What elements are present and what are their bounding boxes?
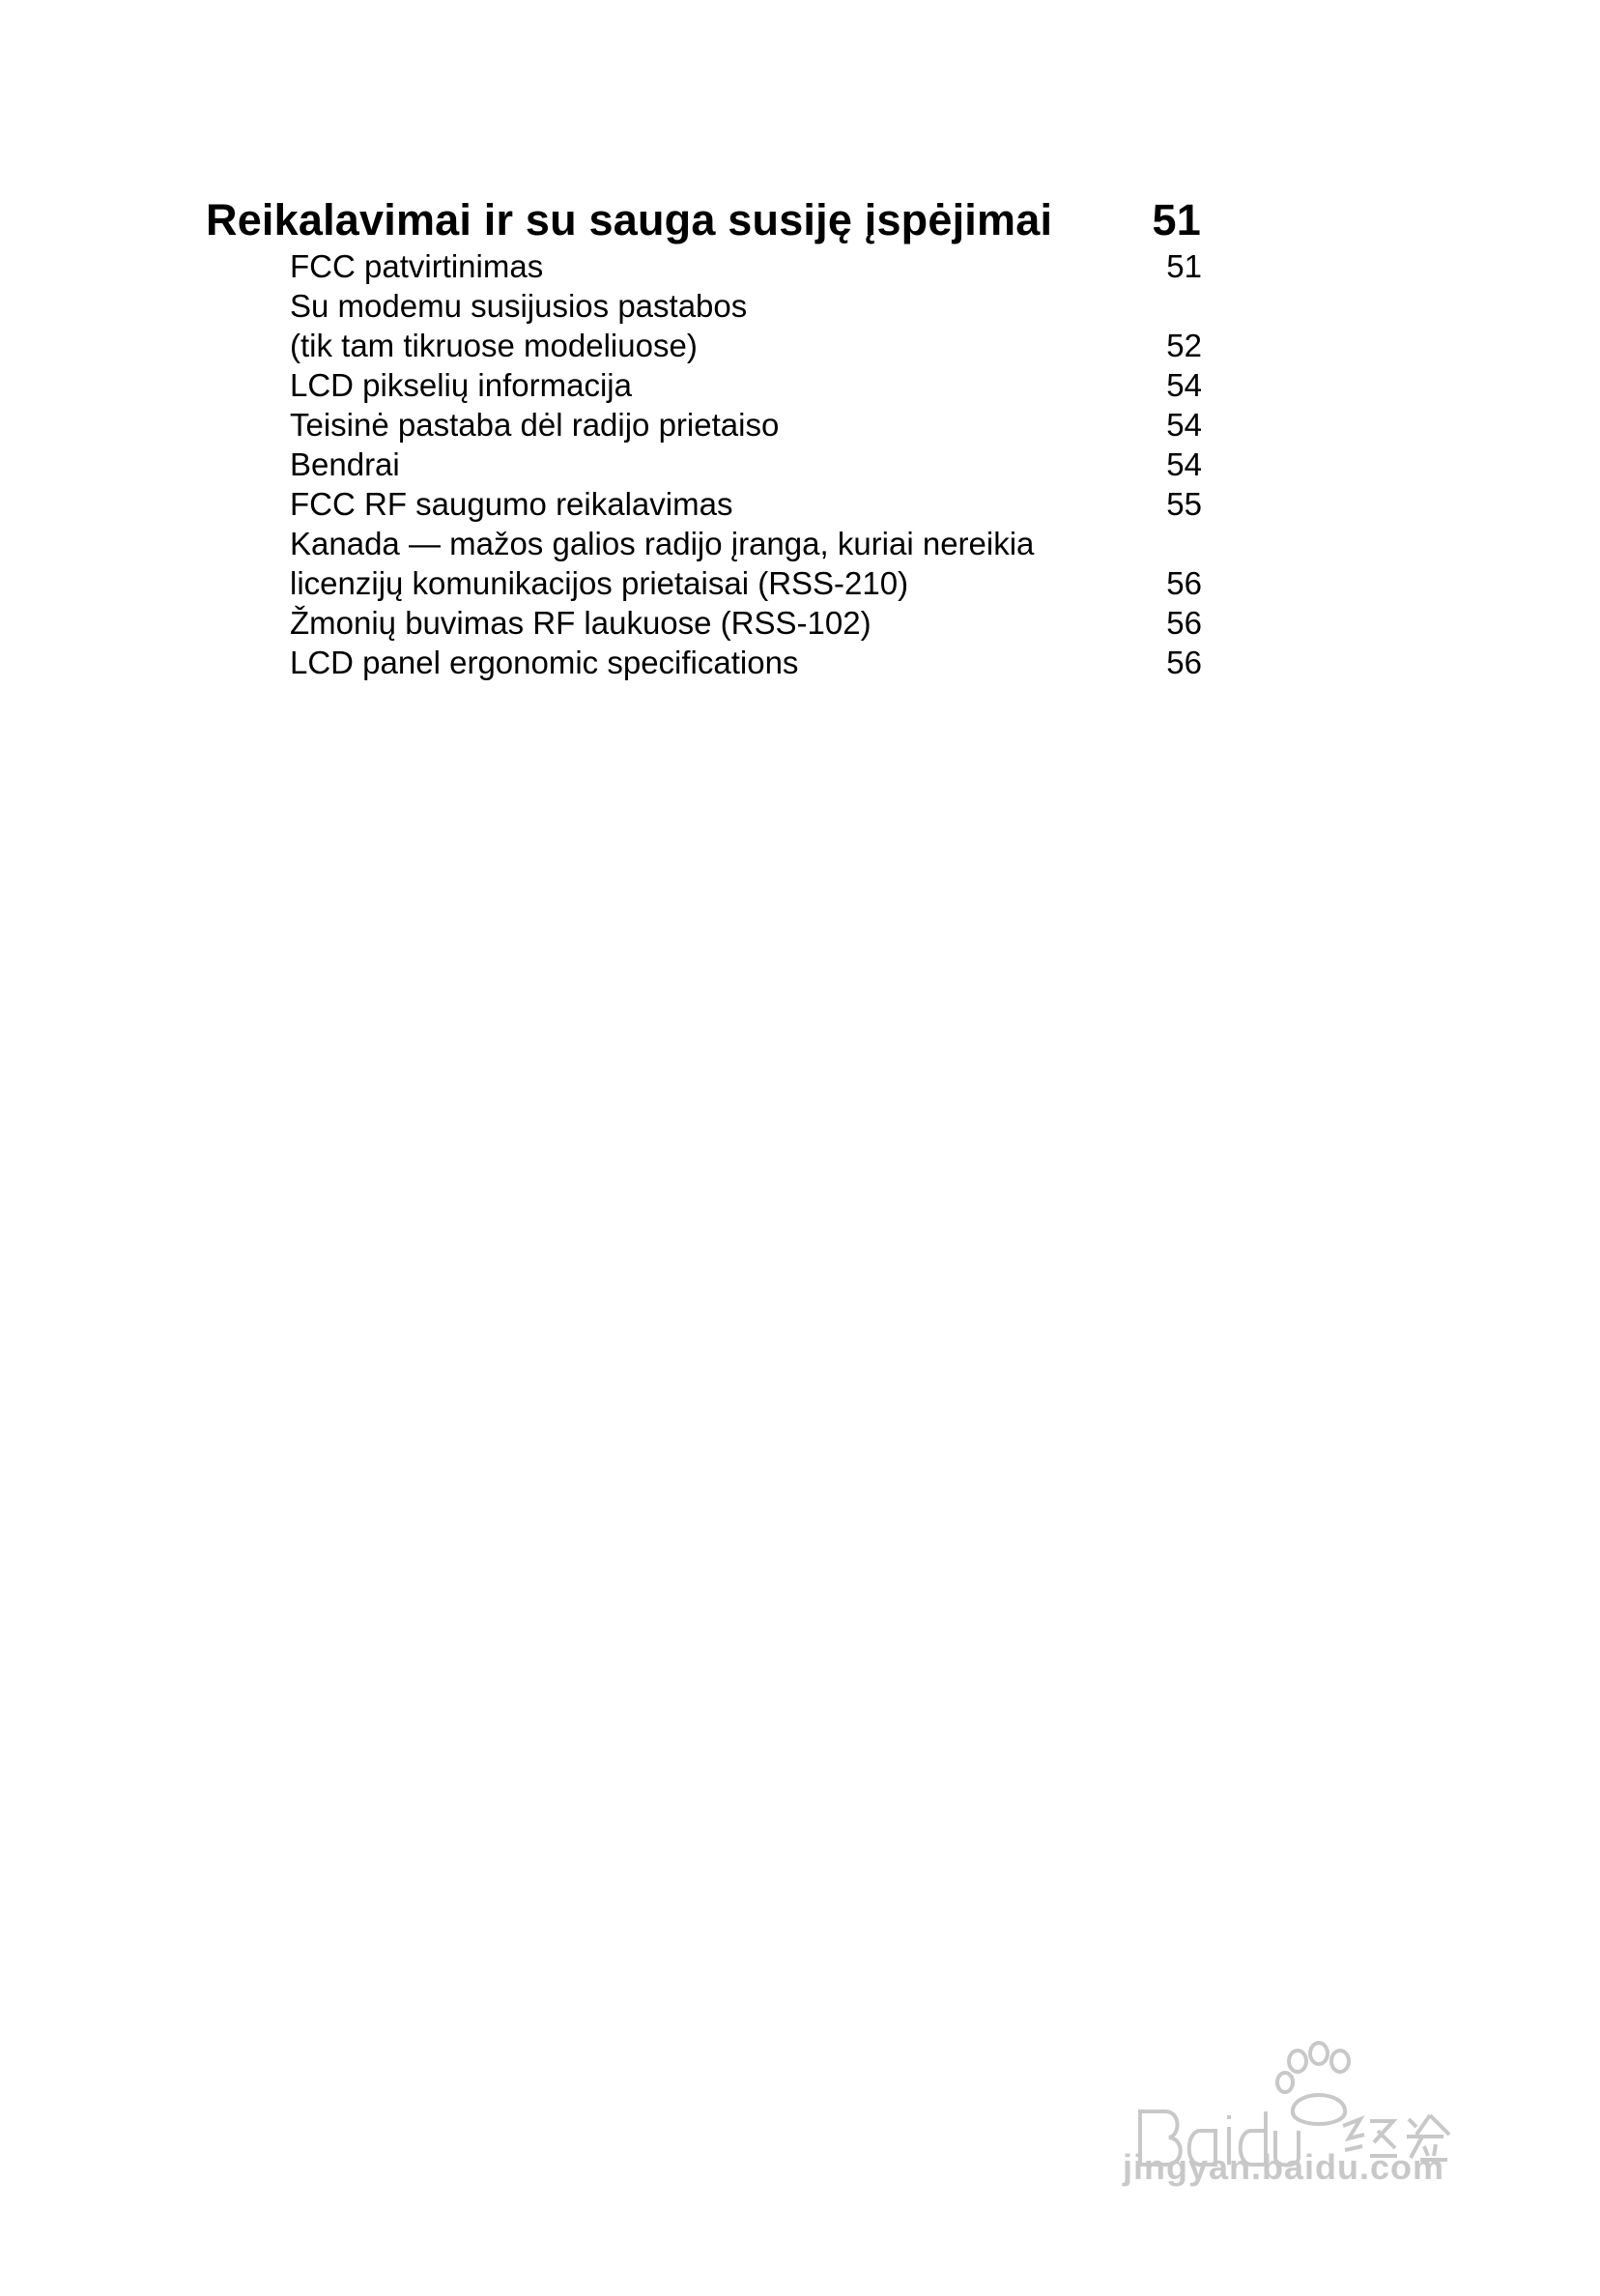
toc-entry-title: FCC patvirtinimas (290, 248, 544, 284)
toc-section-page: 51 (1152, 195, 1201, 244)
toc-entry[interactable] (290, 484, 1202, 524)
toc-entry[interactable] (290, 643, 1202, 682)
toc-entry-title: Žmonių buvimas RF laukuose (RSS-102) (290, 605, 871, 641)
toc-entry-page: 56 (1166, 605, 1202, 641)
toc-entry-title: Bendrai (290, 446, 400, 482)
toc-entry[interactable] (290, 445, 1202, 484)
toc-entry-page: 54 (1166, 407, 1202, 443)
baidu-paw-logo-icon (1121, 2034, 1507, 2227)
toc-entries (290, 246, 1202, 682)
toc-entry[interactable] (290, 603, 1202, 643)
toc-entry-page: 54 (1166, 446, 1202, 482)
toc-entry-title: licenzijų komunikacijos prietaisai (RSS-210) (290, 565, 909, 601)
toc-entry-page: 56 (1166, 645, 1202, 680)
toc-entry[interactable] (290, 246, 1202, 286)
toc-entry-page: 52 (1166, 328, 1202, 363)
toc-entry-page: 55 (1166, 486, 1202, 522)
toc-entry-page: 54 (1166, 367, 1202, 403)
baidu-jingyan-watermark (1121, 2034, 1507, 2227)
watermark-url: jingyan.baidu.com (1123, 2147, 1445, 2187)
toc-section-title: Reikalavimai ir su sauga susiję įspėjimai (206, 195, 1053, 244)
toc-entry-title: Su modemu susijusios pastabos (290, 288, 748, 324)
toc-entry[interactable] (290, 365, 1202, 405)
toc-entry[interactable] (290, 405, 1202, 445)
toc-entry[interactable] (290, 563, 1202, 603)
toc-entry[interactable] (290, 326, 1202, 365)
toc-entry-title: FCC RF saugumo reikalavimas (290, 486, 733, 522)
toc-entry[interactable] (290, 524, 1202, 563)
toc-entry-page: 56 (1166, 565, 1202, 601)
toc-entry-title: Teisinė pastaba dėl radijo prietaiso (290, 407, 780, 443)
toc-section-heading[interactable] (206, 193, 1201, 247)
toc-entry-title: (tik tam tikruose modeliuose) (290, 328, 698, 363)
toc-entry-title: Kanada — mažos galios radijo įranga, kuriai nereikia (290, 526, 1035, 561)
toc-entry[interactable] (290, 286, 1202, 326)
toc-entry-title: LCD pikselių informacija (290, 367, 632, 403)
toc-entry-page: 51 (1166, 248, 1202, 284)
toc-entry-title: LCD panel ergonomic specifications (290, 645, 799, 680)
